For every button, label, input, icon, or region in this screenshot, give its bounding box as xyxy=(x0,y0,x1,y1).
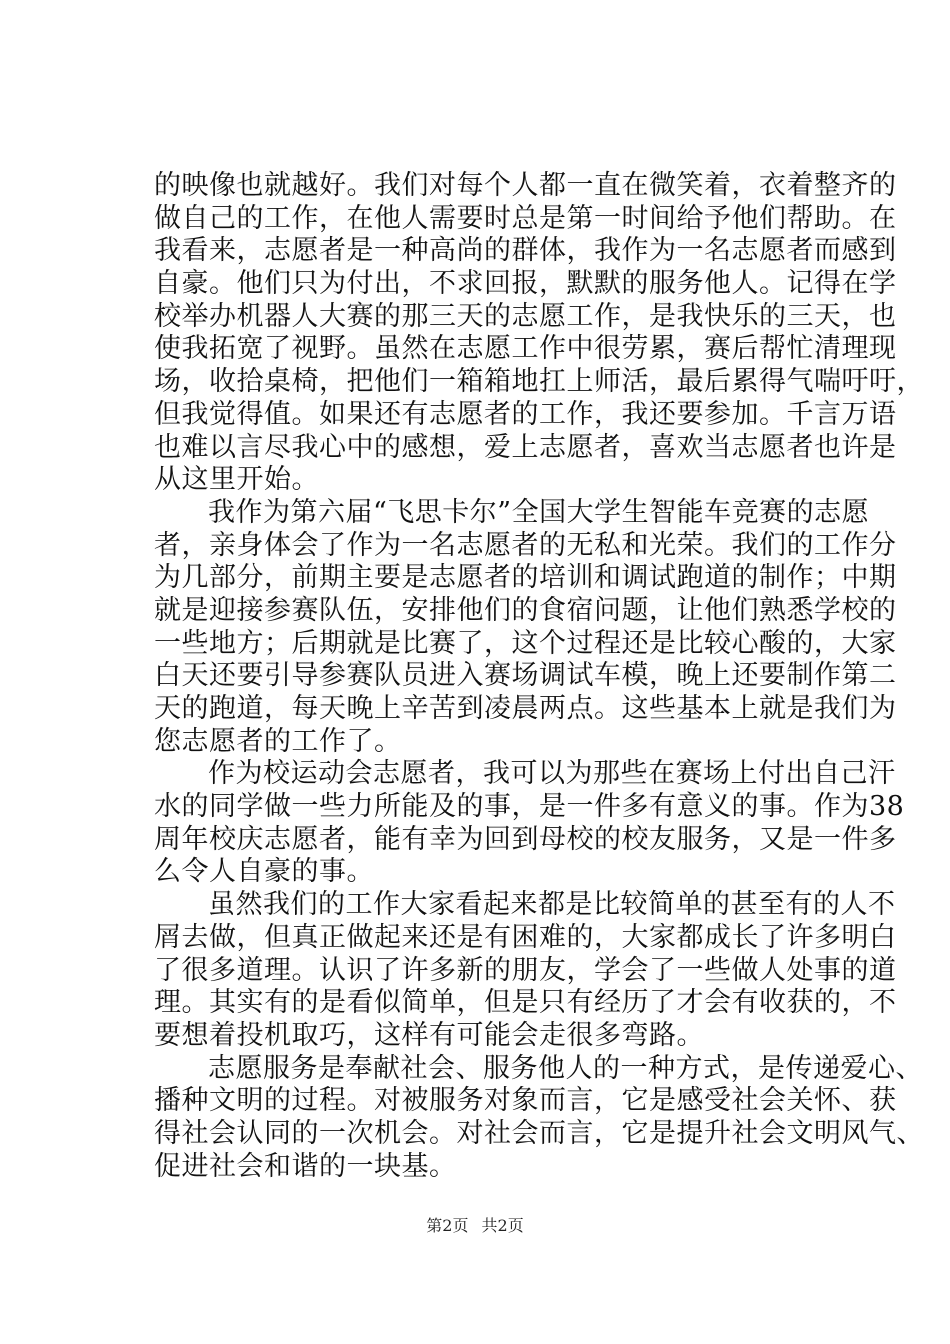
text-line: 场，收拾桌椅，把他们一箱箱地扛上师活，最后累得气喘吁吁， xyxy=(154,366,924,398)
text-line: 水的同学做一些力所能及的事，是一件多有意义的事。作为38 xyxy=(154,791,905,823)
text-line: 者，亲身体会了作为一名志愿者的无私和光荣。我们的工作分 xyxy=(154,529,897,561)
page-footer xyxy=(0,1216,950,1236)
text-line: 促进社会和谐的一块基。 xyxy=(154,1150,457,1182)
text-line: 了很多道理。认识了许多新的朋友，学会了一些做人处事的道 xyxy=(154,954,897,986)
text-line: 要想着投机取巧，这样有可能会走很多弯路。 xyxy=(154,1019,704,1051)
text-line: 也难以言尽我心中的感想，爱上志愿者，喜欢当志愿者也许是 xyxy=(154,431,897,463)
text-line: 白天还要引导参赛队员进入赛场调试车模，晚上还要制作第二 xyxy=(154,660,897,692)
text-line: 得社会认同的一次机会。对社会而言，它是提升社会文明风气、 xyxy=(154,1117,924,1149)
page-number: 第2页 xyxy=(426,1216,469,1235)
paragraph-first-line: 我作为第六届“飞思卡尔”全国大学生智能车竞赛的志愿 xyxy=(208,496,870,528)
page-total: 共2页 xyxy=(481,1216,524,1235)
text-line: 使我拓宽了视野。虽然在志愿工作中很劳累，赛后帮忙清理现 xyxy=(154,333,897,365)
paragraph-first-line: 虽然我们的工作大家看起来都是比较简单的甚至有的人不 xyxy=(208,889,896,921)
text-line: 理。其实有的是看似简单，但是只有经历了才会有收获的，不 xyxy=(154,987,897,1019)
text-line: 您志愿者的工作了。 xyxy=(154,725,402,757)
document-body xyxy=(154,170,924,1183)
text-line: 从这里开始。 xyxy=(154,464,319,496)
text-line: 一些地方；后期就是比赛了，这个过程还是比较心酸的，大家 xyxy=(154,627,897,659)
text-line: 周年校庆志愿者，能有幸为回到母校的校友服务，又是一件多 xyxy=(154,823,897,855)
text-line: 自豪。他们只为付出，不求回报，默默的服务他人。记得在学 xyxy=(154,268,897,300)
text-line: 播种文明的过程。对被服务对象而言，它是感受社会关怀、获 xyxy=(154,1085,897,1117)
text-line: 屑去做，但真正做起来还是有困难的，大家都成长了许多明白 xyxy=(154,921,897,953)
text-line: 我看来，志愿者是一种高尚的群体，我作为一名志愿者而感到 xyxy=(154,235,897,267)
text-line: 校举办机器人大赛的那三天的志愿工作，是我快乐的三天，也 xyxy=(154,300,897,332)
text-line: 做自己的工作，在他人需要时总是第一时间给予他们帮助。在 xyxy=(154,202,897,234)
text-line: 的映像也就越好。我们对每个人都一直在微笑着，衣着整齐的 xyxy=(154,170,897,201)
paragraph-first-line: 志愿服务是奉献社会、服务他人的一种方式，是传递爱心、 xyxy=(208,1052,923,1084)
text-line: 但我觉得值。如果还有志愿者的工作，我还要参加。千言万语 xyxy=(154,398,897,430)
text-line: 就是迎接参赛队伍，安排他们的食宿问题，让他们熟悉学校的 xyxy=(154,594,897,626)
text-line: 为几部分，前期主要是志愿者的培训和调试跑道的制作；中期 xyxy=(154,562,897,594)
text-line: 天的跑道，每天晚上辛苦到凌晨两点。这些基本上就是我们为 xyxy=(154,693,897,724)
paragraph-first-line: 作为校运动会志愿者，我可以为那些在赛场上付出自己汗 xyxy=(208,758,896,790)
text-line: 么令人自豪的事。 xyxy=(154,856,374,888)
